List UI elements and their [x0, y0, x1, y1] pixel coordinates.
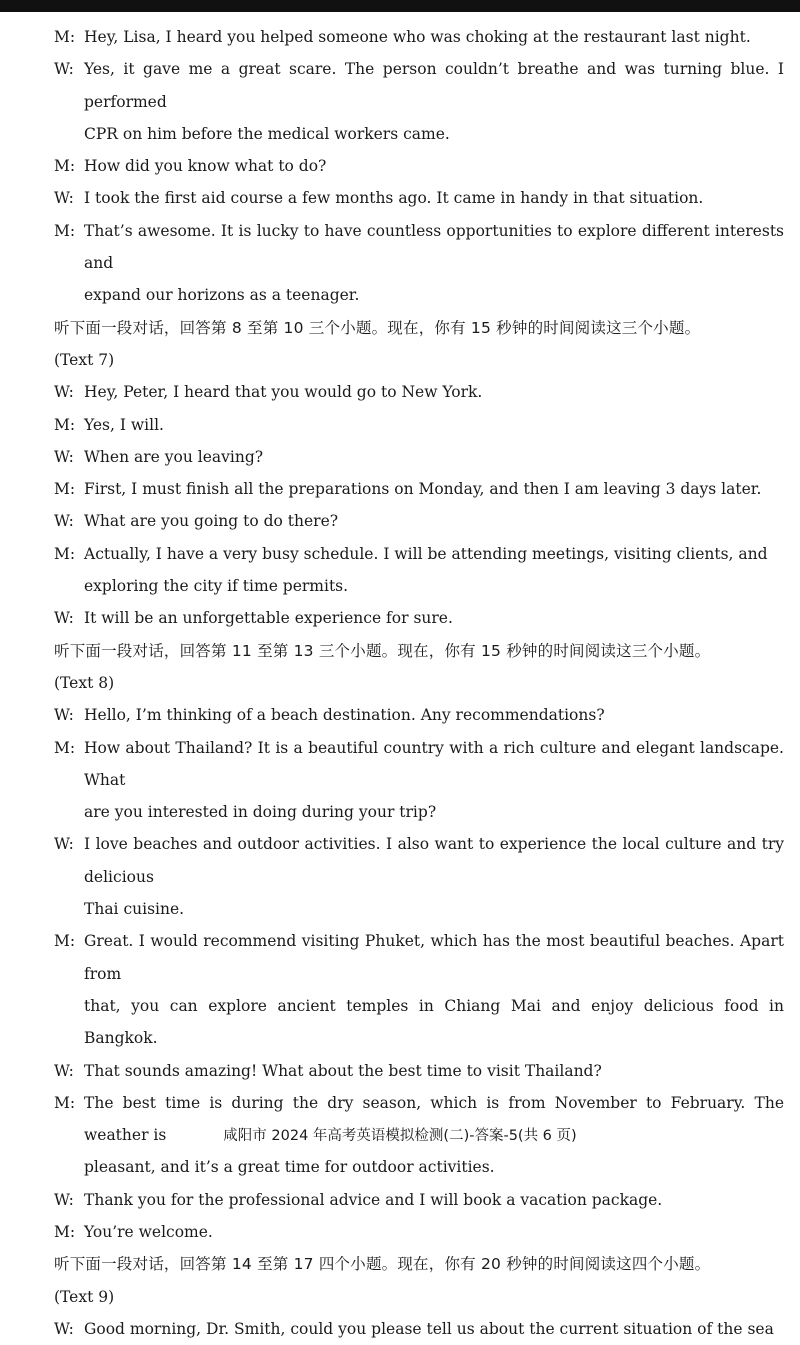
speaker-label: W:: [54, 706, 74, 725]
dialogue-line: [54, 150, 784, 182]
utterance-row: Hello, I’m thinking of a beach destination. Any recommendations?: [84, 706, 605, 725]
dialogue-line: [54, 699, 784, 731]
utterance-row: Yes, it gave me a great scare. The person couldn’t breathe and was turning blue. I performed: [84, 60, 784, 111]
dialogue-line: [54, 1055, 784, 1087]
speaker-label: W:: [54, 60, 74, 79]
section-label: (Text 7): [54, 350, 115, 369]
speaker-label: M:: [54, 221, 76, 240]
utterance-row: What are you going to do there?: [84, 512, 339, 531]
utterance-row: CPR on him before the medical workers came.: [84, 124, 450, 143]
utterance-row: pleasant, and it’s a great time for outdoor activities.: [84, 1158, 495, 1177]
utterance-row: Thai cuisine.: [84, 900, 185, 919]
speaker-label: W:: [54, 1061, 74, 1080]
speaker-label: W:: [54, 383, 74, 402]
speaker-label: W:: [54, 835, 74, 854]
utterance-row: Actually, I have a very busy schedule. I will be attending meetings, visiting clients, and: [84, 544, 768, 563]
speaker-label: M:: [54, 1222, 76, 1241]
utterance-row: I love beaches and outdoor activities. I also want to experience the local culture and try delicious: [84, 835, 784, 886]
utterance-row: exploring the city if time permits.: [84, 577, 349, 596]
speaker-label: M:: [54, 738, 76, 757]
utterance-row: I took the first aid course a few months ago. It came in handy in that situation.: [84, 189, 704, 208]
top-scan-edge: [0, 0, 800, 12]
utterance-row: First, I must finish all the preparations on Monday, and then I am leaving 3 days later.: [84, 480, 762, 499]
dialogue-line: [54, 732, 784, 829]
utterance-row: How did you know what to do?: [84, 157, 327, 176]
dialogue-line: [54, 215, 784, 312]
dialogue-line: [54, 409, 784, 441]
utterance-row: are you interested in doing during your trip?: [84, 803, 437, 822]
dialogue-line: [54, 21, 784, 53]
dialogue-line: [54, 441, 784, 473]
dialogue-text-9: [54, 1313, 784, 1345]
speaker-label: W:: [54, 189, 74, 208]
dialogue-line: [54, 473, 784, 505]
speaker-label: M:: [54, 480, 76, 499]
utterance-row: It will be an unforgettable experience for sure.: [84, 609, 453, 628]
section-label: (Text 9): [54, 1287, 115, 1306]
speaker-label: W:: [54, 1190, 74, 1209]
dialogue-line: [54, 538, 784, 603]
speaker-label: M:: [54, 28, 76, 46]
dialogue-line: [54, 602, 784, 634]
dialogue-line: [54, 1216, 784, 1248]
utterance-row: That’s awesome. It is lucky to have countless opportunities to explore different interests and: [84, 221, 784, 273]
utterance-row: How about Thailand? It is a beautiful country with a rich culture and elegant landscape. What: [84, 738, 784, 789]
section-instruction: 听下面一段对话，回答第 8 至第 10 三个小题。现在，你有 15 秒钟的时间阅读这三个小题。: [54, 318, 701, 337]
dialogue-line: [54, 376, 784, 408]
utterance-row: Hey, Lisa, I heard you helped someone who was choking at the restaurant last night.: [84, 28, 751, 46]
utterance-row: Good morning, Dr. Smith, could you please tell us about the current situation of the sea: [84, 1319, 774, 1338]
dialogue-line: [54, 1184, 784, 1216]
utterance-row: Thank you for the professional advice and I will book a vacation package.: [84, 1190, 663, 1209]
section-instruction: 听下面一段对话，回答第 14 至第 17 四个小题。现在，你有 20 秒钟的时间阅读这四个小题。: [54, 1255, 711, 1274]
dialogue-line: [54, 182, 784, 214]
dialogue-text-6: [54, 21, 784, 312]
dialogue-line: [54, 925, 784, 1054]
utterance-row: You’re welcome.: [84, 1222, 213, 1241]
speaker-label: M:: [54, 415, 76, 434]
speaker-label: M:: [54, 1093, 76, 1112]
dialogue-line: [54, 53, 784, 150]
utterance-row: Yes, I will.: [84, 415, 164, 434]
utterance-row: expand our horizons as a teenager.: [84, 286, 360, 305]
dialogue-line: [54, 1313, 784, 1345]
dialogue-text-7: [54, 376, 784, 634]
document-body: [54, 21, 784, 1345]
utterance-row: The best time is during the dry season, which is from November to February. The weather is: [84, 1093, 784, 1145]
dialogue-text-8: [54, 699, 784, 1248]
speaker-label: M:: [54, 544, 76, 563]
page-footer: 咸阳市 2024 年高考英语模拟检测(二)-答案-5(共 6 页): [223, 1128, 577, 1144]
utterance-row: Hey, Peter, I heard that you would go to New York.: [84, 383, 483, 402]
dialogue-line: [54, 828, 784, 925]
speaker-label: W:: [54, 609, 74, 628]
utterance-row: that, you can explore ancient temples in Chiang Mai and enjoy delicious food in Bangkok.: [84, 996, 784, 1048]
speaker-label: W:: [54, 1319, 74, 1338]
utterance-row: That sounds amazing! What about the best time to visit Thailand?: [84, 1061, 602, 1080]
utterance-row: When are you leaving?: [84, 447, 264, 466]
speaker-label: W:: [54, 447, 74, 466]
section-instruction: 听下面一段对话，回答第 11 至第 13 三个小题。现在，你有 15 秒钟的时间阅读这三个小题。: [54, 641, 711, 660]
speaker-label: M:: [54, 157, 76, 176]
speaker-label: M:: [54, 932, 76, 951]
section-label: (Text 8): [54, 673, 115, 692]
dialogue-line: [54, 505, 784, 537]
utterance-row: Great. I would recommend visiting Phuket, which has the most beautiful beaches. Apart from: [84, 932, 784, 983]
speaker-label: W:: [54, 512, 74, 531]
